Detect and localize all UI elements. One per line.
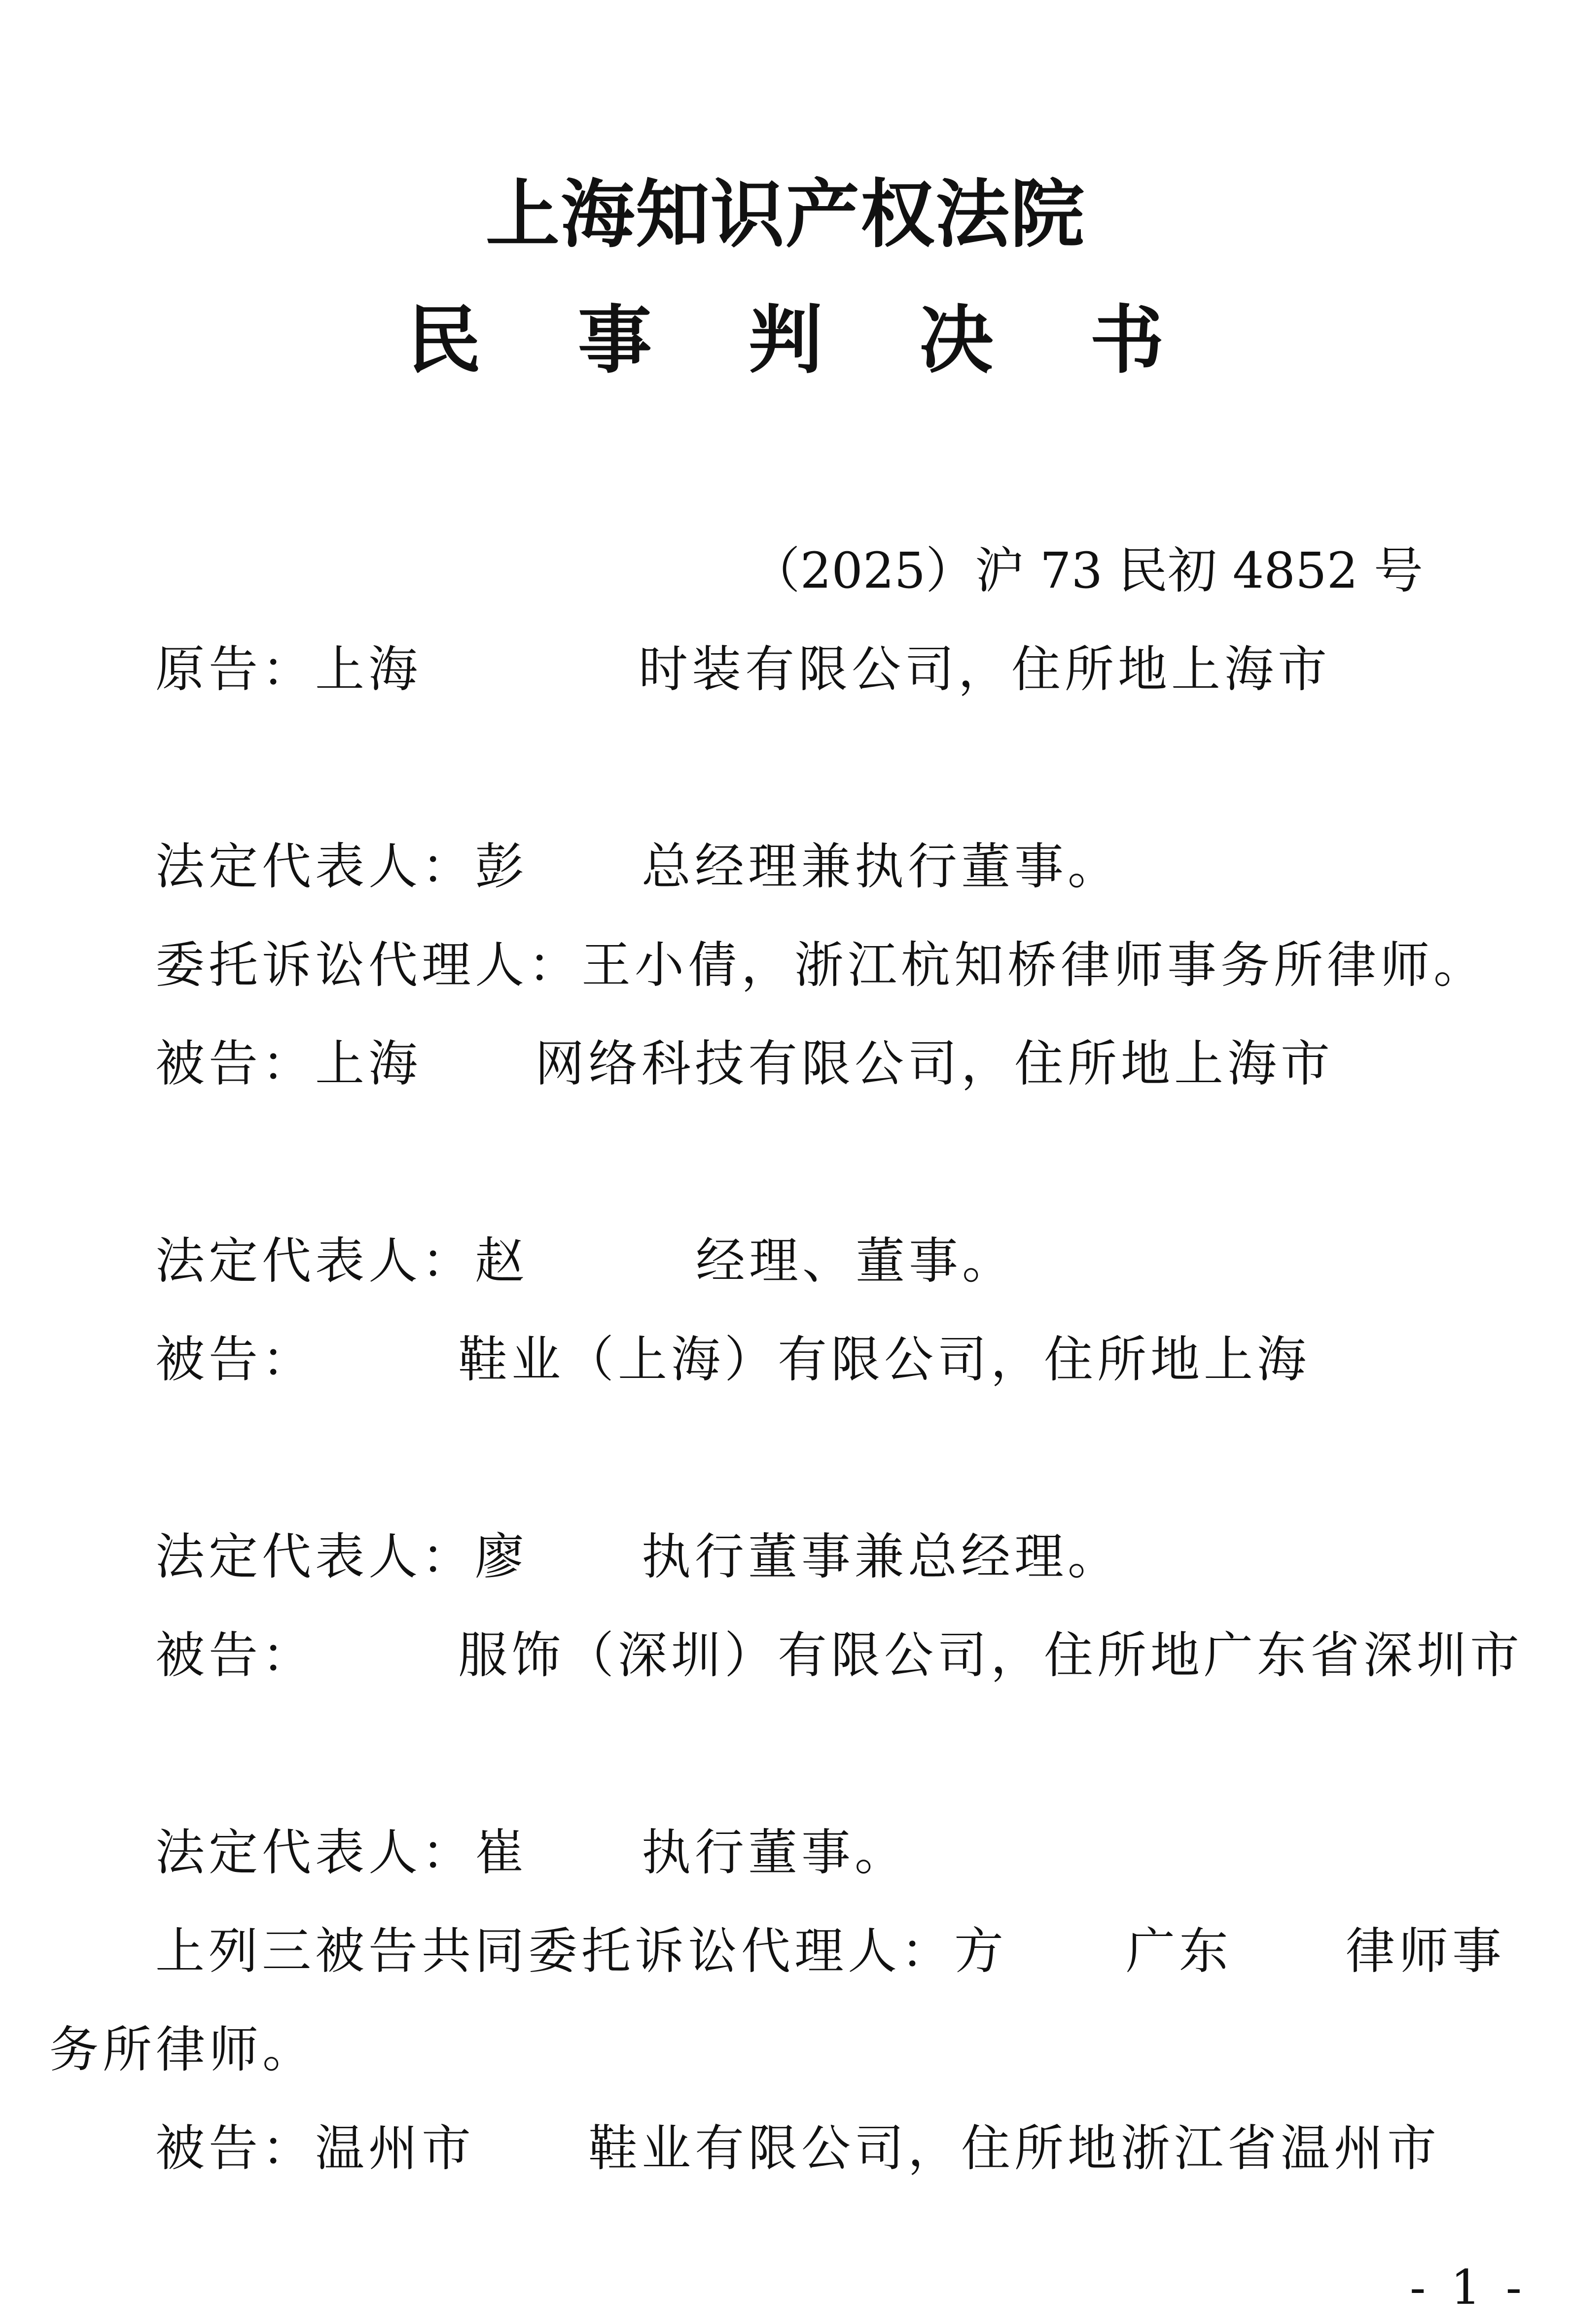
plaintiff-agent-line: 委托诉讼代理人：王小倩，浙江杭知桥律师事务所律师。 <box>155 936 1487 994</box>
court-name: 上海知识产权法院 <box>485 171 1085 258</box>
plaintiff-representative-line: 法定代表人：彭 总经理兼执行董事。 <box>155 838 1121 895</box>
defendant1-line: 被告：上海 网络科技有限公司，住所地上海市 <box>155 1035 1334 1092</box>
case-number: （2025）沪 73 民初 4852 号 <box>750 542 1423 599</box>
defendant3-line: 被告： 服饰（深圳）有限公司，住所地广东省深圳市 <box>155 1626 1523 1684</box>
defendant1-representative-line: 法定代表人：赵 经理、董事。 <box>155 1232 1015 1290</box>
defendant3-representative-line: 法定代表人：崔 执行董事。 <box>155 1824 908 1881</box>
defendant4-line: 被告：温州市 鞋业有限公司，住所地浙江省温州市 <box>155 2119 1440 2177</box>
defendant2-representative-line: 法定代表人：廖 执行董事兼总经理。 <box>155 1528 1121 1585</box>
defendant2-line: 被告： 鞋业（上海）有限公司，住所地上海 <box>155 1331 1310 1388</box>
joint-agent-line-continued: 务所律师。 <box>49 2021 316 2078</box>
document-type: 民 事 判 决 书 <box>407 297 1200 384</box>
joint-agent-line: 上列三被告共同委托诉讼代理人：方 广东 律师事 <box>155 1922 1505 1980</box>
page-number: - 1 - <box>1410 2260 1527 2315</box>
plaintiff-line: 原告：上海 时装有限公司，住所地上海市 <box>155 640 1331 698</box>
